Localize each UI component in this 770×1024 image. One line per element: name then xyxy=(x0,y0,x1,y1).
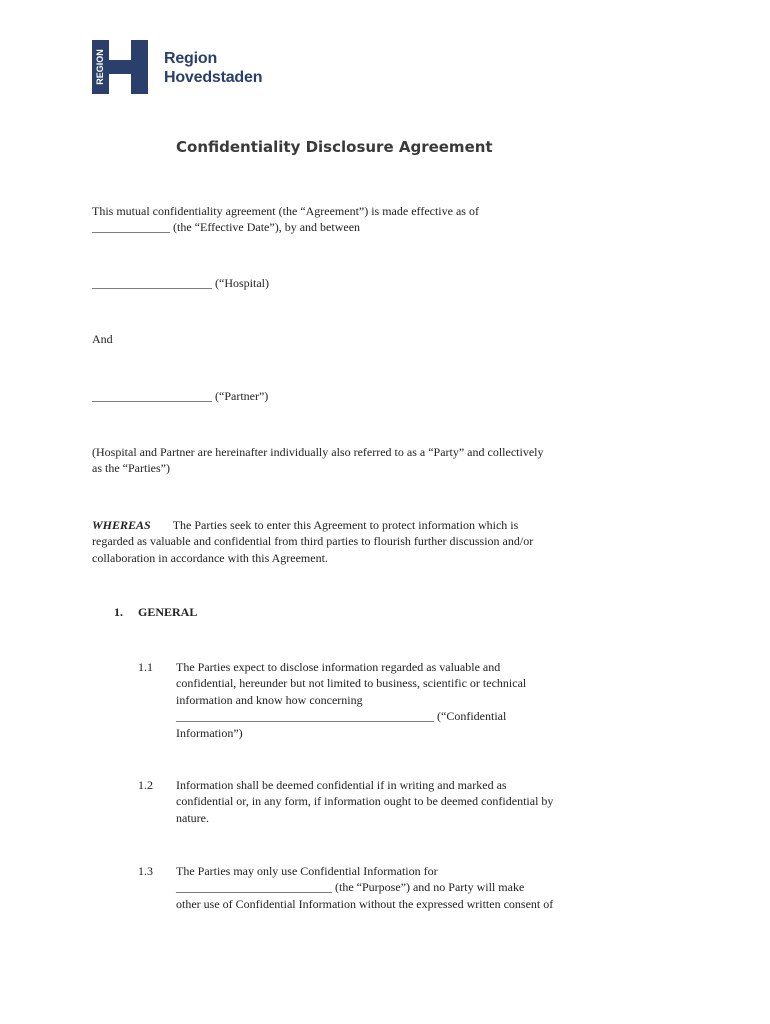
clause-line: The Parties may only use Confidential Information for xyxy=(176,864,438,878)
clause-line: nature. xyxy=(176,810,209,825)
parties-note-line: (Hospital and Partner are hereinafter individually also referred to as a “Party” and collectively xyxy=(92,445,544,459)
and-text: And xyxy=(92,332,113,346)
whereas-line: The Parties seek to enter this Agreement to protect information which is xyxy=(172,518,519,532)
clause-line: Information”) xyxy=(176,725,243,740)
region-h-logo-icon xyxy=(92,40,148,94)
clause-line: __________________________ (the “Purpose”) and no Party will make xyxy=(176,880,525,895)
clause-number: 1.2 xyxy=(138,778,153,792)
hospital-party-line: ____________________ (“Hospital) xyxy=(92,276,269,290)
clause-number: 1.1 xyxy=(138,660,153,674)
clause-line: confidential or, in any form, if information ought to be deemed confidential by xyxy=(176,794,554,809)
section-number: 1. xyxy=(114,605,123,619)
document-title: Confidentiality Disclosure Agreement xyxy=(176,138,493,156)
logo-vertical-text: REGION xyxy=(94,49,105,85)
whereas-line: regarded as valuable and confidential from third parties to flourish further discussion and/or xyxy=(92,534,534,549)
intro-line: This mutual confidentiality agreement (the “Agreement”) is made effective as of xyxy=(92,204,479,218)
clause-text xyxy=(176,659,591,741)
parties-note xyxy=(92,444,592,477)
clause-line: other use of Confidential Information without the expressed written consent of xyxy=(176,896,554,911)
whereas-line: collaboration in accordance with this Agreement. xyxy=(92,550,328,565)
clause-line: confidential, hereunder but not limited to business, scientific or technical xyxy=(176,676,527,691)
parties-note-line: as the “Parties”) xyxy=(92,461,170,476)
intro-line: _____________ (the “Effective Date”), by and between xyxy=(92,220,361,235)
logo-wordmark xyxy=(164,49,262,87)
clause-line: Information shall be deemed confidential if in writing and marked as xyxy=(176,778,507,792)
partner-party-line: ____________________ (“Partner”) xyxy=(92,389,269,403)
clause-text xyxy=(176,777,591,826)
logo-name-line1: Region xyxy=(164,50,218,67)
logo-name-line2: Hovedstaden xyxy=(164,69,263,86)
whereas-label: WHEREAS xyxy=(92,518,151,532)
section-title: GENERAL xyxy=(138,605,198,619)
region-hovedstaden-logo xyxy=(92,40,282,96)
clause-line: ___________________________________________ (“Confidential xyxy=(176,709,507,724)
clause-number: 1.3 xyxy=(138,864,153,878)
clause-text xyxy=(176,863,591,912)
intro-paragraph xyxy=(92,203,592,236)
clause-line: information and know how concerning xyxy=(176,692,363,707)
whereas-paragraph xyxy=(92,517,592,566)
clause-line: The Parties expect to disclose information regarded as valuable and xyxy=(176,660,501,674)
